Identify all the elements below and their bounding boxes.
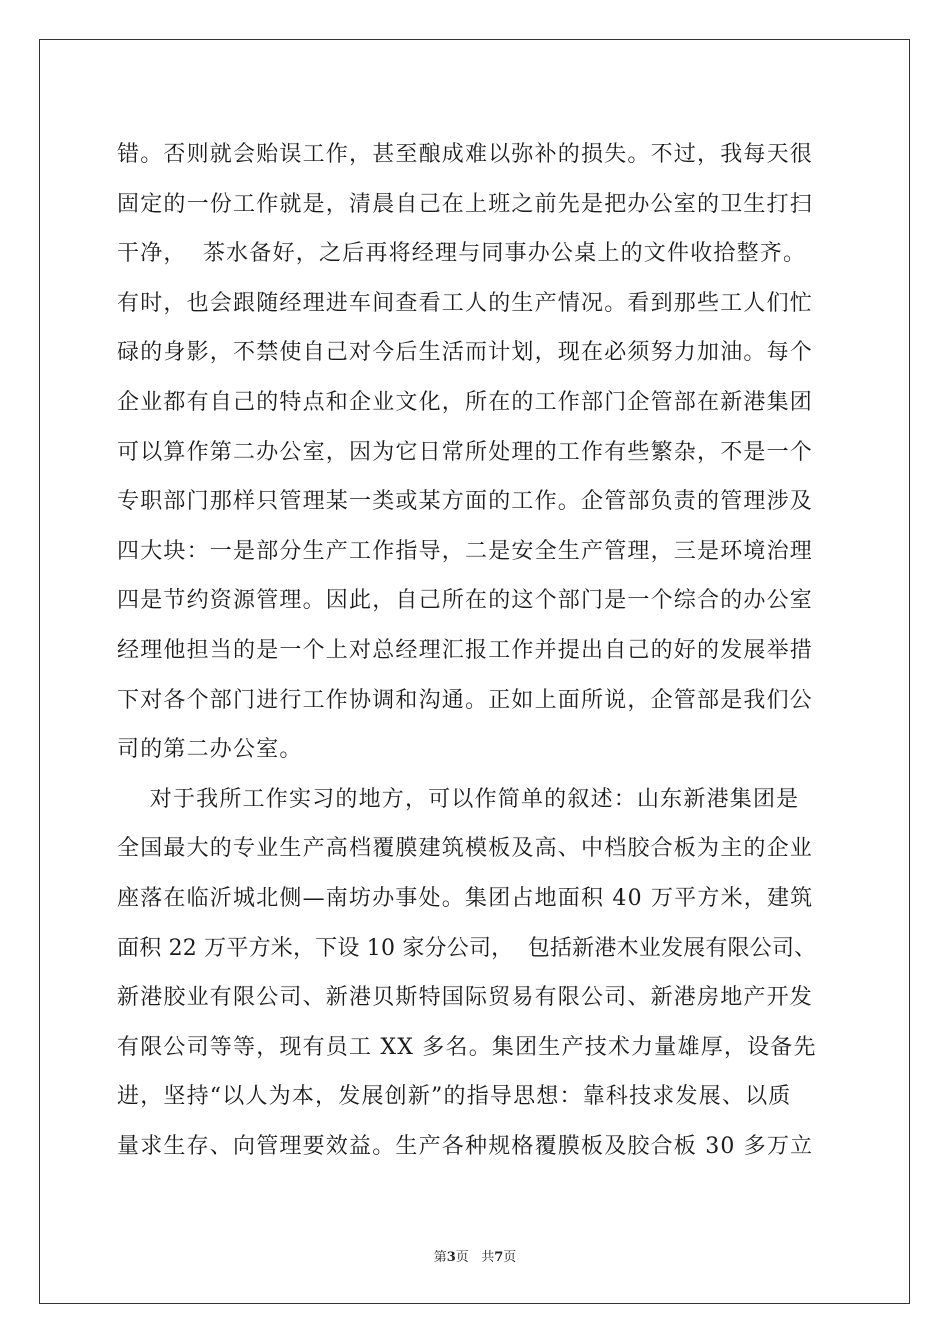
text-line-18: 新港胶业有限公司、新港贝斯特国际贸易有限公司、新港房地产开发 bbox=[117, 985, 814, 1011]
text-line-1: 错。否则就会贻误工作，甚至酿成难以弥补的损失。不过，我每天很 bbox=[117, 142, 814, 167]
total-pages: 7 bbox=[494, 1250, 504, 1265]
text-line-21: 量求生存、向管理要效益。生产各种规格覆膜板及胶合板 30 多万立 bbox=[117, 1133, 814, 1159]
text-line-6: 企业都有自己的特点和企业文化，所在的工作部门企管部在新港集团 bbox=[117, 389, 814, 415]
text-line-10: 四是节约资源管理。因此，自己所在的这个部门是一个综合的办公室 bbox=[117, 588, 814, 614]
text-line-17: 面积 22 万平方米，下设 10 家分公司， 包括新港木业发展有限公司、 bbox=[117, 935, 817, 961]
text-line-16: 座落在临沂城北侧—南坊办事处。集团占地面积 40 万平方米，建筑 bbox=[117, 885, 814, 911]
text-line-14: 对于我所工作实习的地方，可以作简单的叙述：山东新港集团是 bbox=[117, 786, 800, 812]
text-line-12: 下对各个部门进行工作协调和沟通。正如上面所说，企管部是我们公 bbox=[117, 687, 814, 713]
page-footer bbox=[0, 1246, 950, 1265]
total-prefix: 共 bbox=[481, 1250, 495, 1265]
text-line-13: 司的第二办公室。 bbox=[117, 737, 303, 763]
document-body bbox=[117, 130, 837, 1171]
text-line-4: 有时，也会跟随经理进车间查看工人的生产情况。看到那些工人们忙 bbox=[117, 290, 814, 316]
text-line-11: 经理他担当的是一个上对总经理汇报工作并提出自己的好的发展举措 bbox=[117, 637, 814, 663]
text-line-5: 碌的身影，不禁使自己对今后生活而计划，现在必须努力加油。每个 bbox=[117, 340, 814, 366]
total-suffix: 页 bbox=[503, 1250, 517, 1265]
page-number: 3 bbox=[446, 1250, 456, 1265]
text-line-8: 专职部门那样只管理某一类或某方面的工作。企管部负责的管理涉及 bbox=[117, 489, 814, 515]
text-line-2: 固定的一份工作就是，清晨自己在上班之前先是把办公室的卫生打扫 bbox=[117, 191, 814, 217]
text-line-3: 干净， 茶水备好，之后再将经理与同事办公桌上的文件收拾整齐。 bbox=[117, 241, 807, 267]
text-line-15: 全国最大的专业生产高档覆膜建筑模板及高、中档胶合板为主的企业 bbox=[117, 836, 814, 862]
page-prefix: 第 bbox=[433, 1250, 447, 1265]
page-suffix: 页 bbox=[455, 1250, 469, 1265]
text-line-9: 四大块：一是部分生产工作指导，二是安全生产管理，三是环境治理 bbox=[117, 538, 814, 564]
text-line-7: 可以算作第二办公室，因为它日常所处理的工作有些繁杂，不是一个 bbox=[117, 439, 814, 465]
text-line-19: 有限公司等等，现有员工 XX 多名。集团生产技术力量雄厚，设备先 bbox=[117, 1034, 817, 1060]
text-line-20: 进，坚持“以人为本，发展创新”的指导思想：靠科技求发展、以质 bbox=[117, 1084, 792, 1110]
